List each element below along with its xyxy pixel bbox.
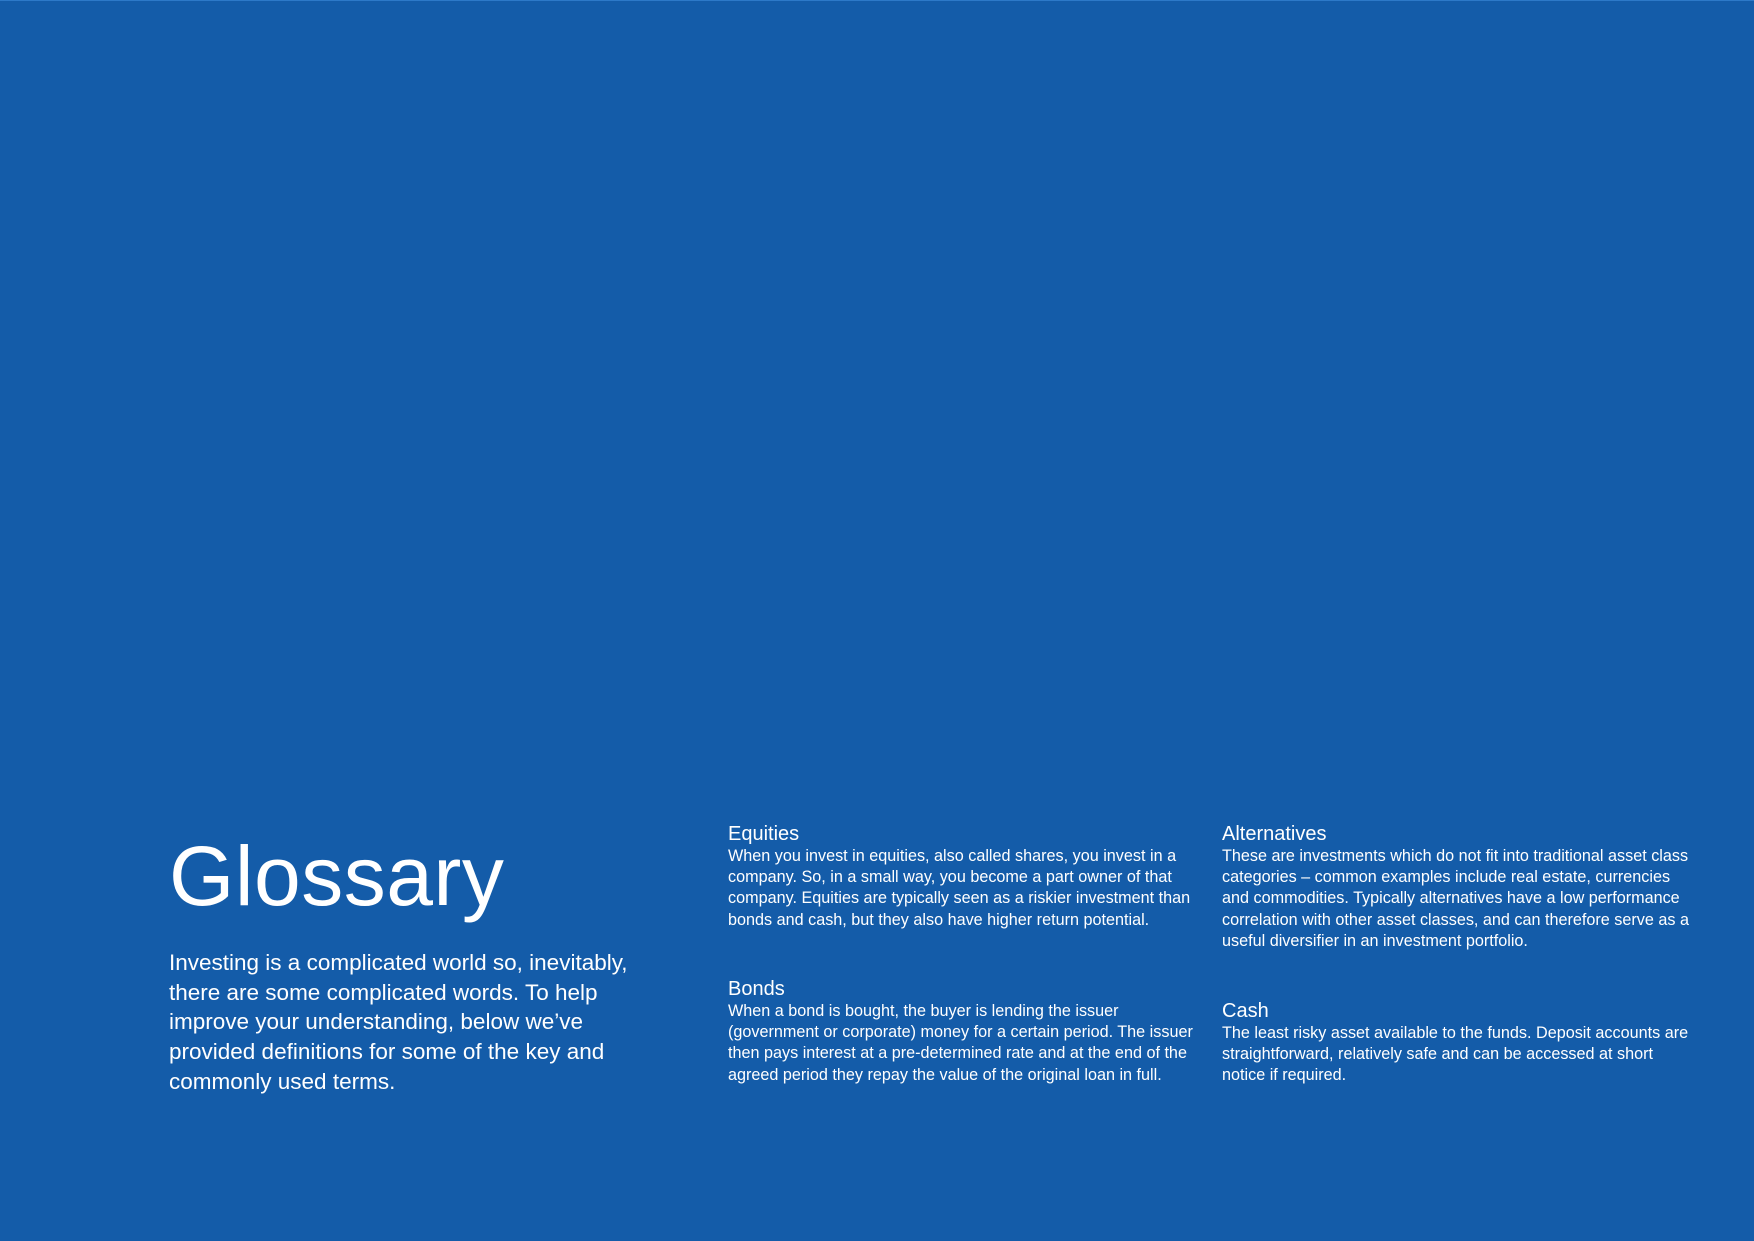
glossary-entry-cash (1222, 999, 1692, 1087)
page-title: Glossary (169, 829, 505, 923)
definition-equities: When you invest in equities, also called shares, you invest in a company. So, in a small way, you become a part owner of that company. Equities are typically seen as a riskier investment than bonds and cash, but they also have higher return potential. (728, 847, 1191, 929)
term-cash: Cash (1222, 1000, 1269, 1022)
definition-cash: The least risky asset available to the funds. Deposit accounts are straightforward, relatively safe and can be accessed at short notice if required. (1222, 1024, 1689, 1085)
intro-section (169, 826, 669, 1097)
glossary-entry-bonds (728, 977, 1193, 1086)
glossary-entry-equities (728, 822, 1193, 931)
term-alternatives: Alternatives (1222, 823, 1327, 845)
term-equities: Equities (728, 823, 800, 845)
glossary-entry-alternatives (1222, 822, 1692, 952)
definition-alternatives: These are investments which do not fit into traditional asset class categories – common examples include real estate, currencies and commodities. Typically alternatives have a low performance correlation with other asset classes, and can therefore serve as a useful diversifier in an investment portfolio. (1222, 847, 1689, 950)
term-bonds: Bonds (728, 978, 785, 1000)
definition-bonds: When a bond is bought, the buyer is lending the issuer (government or corporate) money for a certain period. The issuer then pays interest at a pre-determined rate and at the end of the agreed period they repay the value of the original loan in full. (728, 1002, 1193, 1084)
intro-paragraph: Investing is a complicated world so, inevitably, there are some complicated words. To help improve your understanding, below we’ve provided definitions for some of the key and commonly used terms. (169, 950, 628, 1094)
